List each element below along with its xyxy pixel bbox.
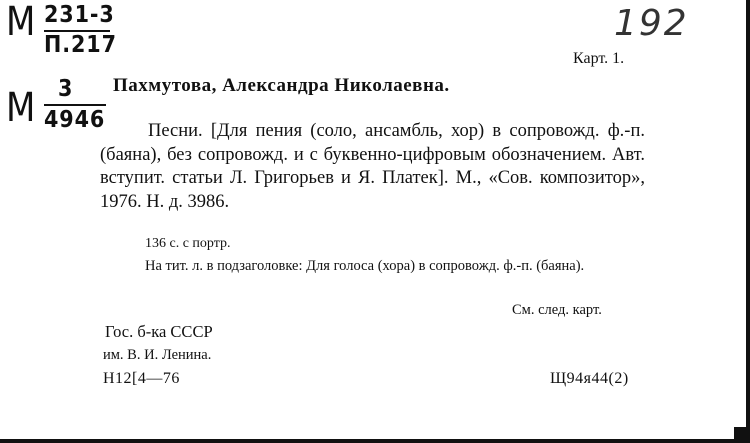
registration-code: Н12[4—76 bbox=[103, 370, 180, 387]
library-name: Гос. б-ка СССР bbox=[105, 322, 213, 341]
shelfmark-rule-2 bbox=[44, 104, 106, 106]
main-text-content: Песни. [Для пения (соло, ансамбль, хор) в сопровожд. ф.-п. (баяна), без сопровожд. и с буквенно-цифровым обозначением. Авт. вступит. статьи Л. Григорьев и Я. Платек]. М., «Сов. композитор», 1976. Н. д. 3986. bbox=[100, 121, 645, 212]
shelfmark-letter-2: М bbox=[6, 85, 36, 131]
card-number: Карт. 1. bbox=[573, 50, 625, 67]
handwritten-page-number: 192 bbox=[614, 3, 689, 44]
shelfmark-top-1: 231-3 bbox=[44, 2, 115, 28]
shelfmark-bottom-1: П.217 bbox=[44, 32, 117, 58]
shelfmark-letter-1: М bbox=[6, 0, 36, 45]
classification-code: Щ94я44(2) bbox=[550, 370, 629, 387]
see-next-card: См. след. карт. bbox=[512, 302, 602, 318]
bibliographic-description bbox=[100, 120, 645, 214]
shelfmark-bottom-2: 4946 bbox=[44, 107, 106, 133]
author-heading: Пахмутова, Александра Николаевна. bbox=[113, 75, 450, 96]
note-content: На тит. л. в подзаголовке: Для голоса (хора) в сопровожд. ф.-п. (баяна). bbox=[145, 258, 585, 274]
card-edge-right bbox=[746, 0, 750, 443]
card-edge-bottom bbox=[0, 439, 750, 443]
pagination: 136 с. с портр. bbox=[145, 236, 231, 251]
card-corner bbox=[734, 427, 750, 443]
library-name-cont: им. В. И. Ленина. bbox=[103, 347, 212, 363]
shelfmark-top-2: 3 bbox=[58, 76, 74, 102]
title-page-note bbox=[100, 256, 645, 276]
